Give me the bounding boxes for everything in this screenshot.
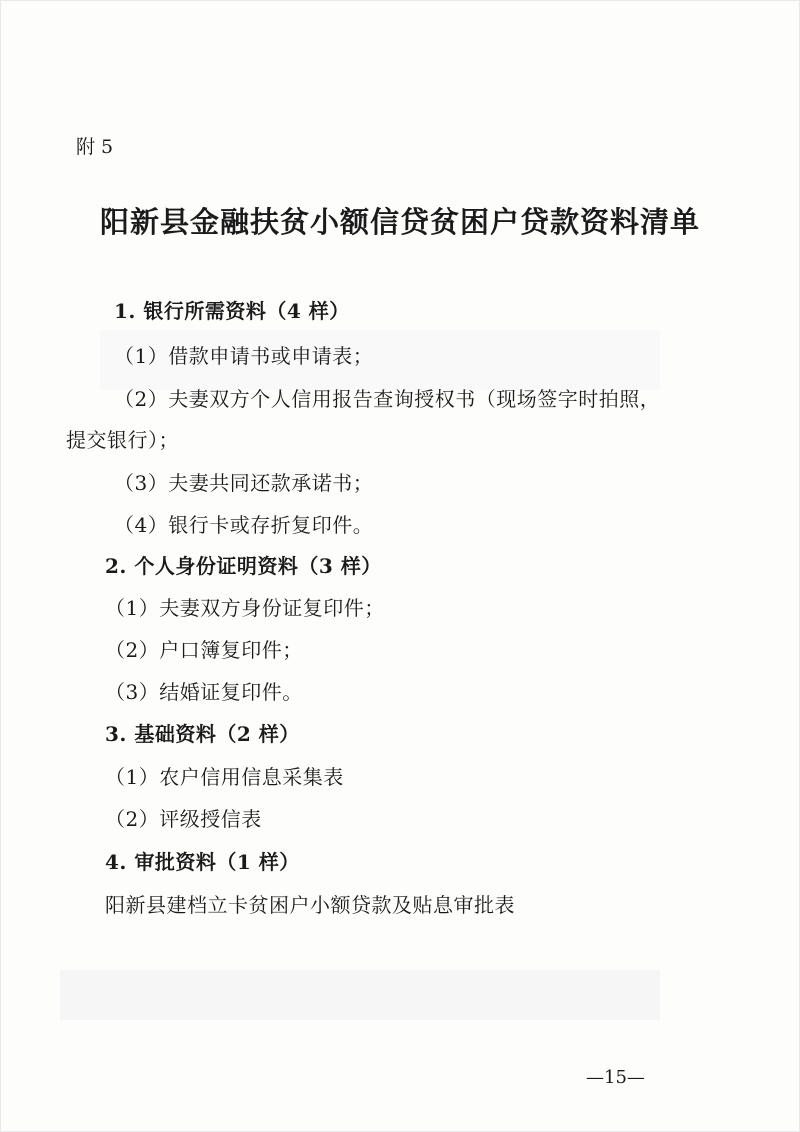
list-item-continuation: 提交银行）；: [66, 428, 179, 452]
list-item: （2）评级授信表: [105, 807, 262, 831]
document-title: 阳新县金融扶贫小额信贷贫困户贷款资料清单: [99, 205, 700, 239]
section-heading: 2. 个人身份证明资料（3 样）: [105, 554, 382, 578]
list-item: （1）借款申请书或申请表；: [114, 344, 374, 368]
list-item: （3）结婚证复印件。: [105, 680, 303, 704]
list-item: （1）农户信用信息采集表: [105, 765, 344, 789]
attachment-label: 附 5: [76, 136, 114, 158]
section-heading: 3. 基础资料（2 样）: [105, 722, 300, 746]
list-item: （4）银行卡或存折复印件。: [114, 513, 374, 537]
show-through-shadow: [60, 970, 660, 1020]
list-item: （3）夫妻共同还款承诺书；: [114, 471, 374, 495]
list-item: （2）户口簿复印件；: [105, 638, 303, 662]
page-number: —15—: [586, 1067, 645, 1088]
section-heading: 4. 审批资料（1 样）: [105, 850, 300, 874]
list-item: （2）夫妻双方个人信用报告查询授权书（现场签字时拍照，: [114, 387, 661, 411]
list-item: （1）夫妻双方身份证复印件；: [105, 596, 385, 620]
section-heading: 1. 银行所需资料（4 样）: [114, 299, 350, 323]
list-item: 阳新县建档立卡贫困户小额贷款及贴息审批表: [105, 893, 515, 917]
